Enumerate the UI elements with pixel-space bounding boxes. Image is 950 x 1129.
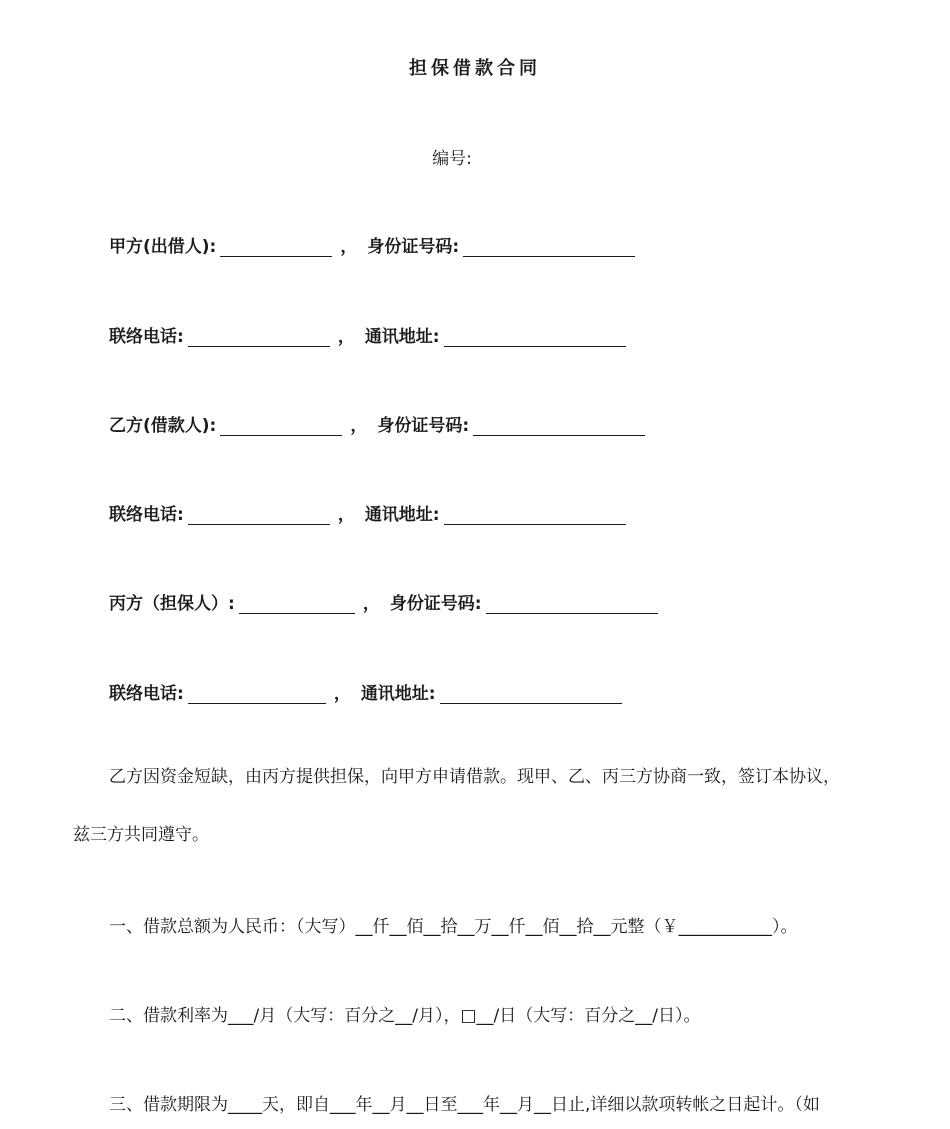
party-c-phone-label: 联络电话: (109, 684, 184, 704)
party-c-phone-comma: ， (333, 684, 351, 704)
party-c-address-label: 通讯地址: (360, 684, 436, 704)
party-c-label: 丙方（担保人）: (109, 594, 235, 614)
party-a-contact-row (109, 322, 630, 347)
party-c-row (109, 589, 662, 614)
party-c-name-blank[interactable] (239, 595, 355, 614)
intro-line-2: 兹三方共同遵守。 (73, 825, 209, 845)
party-b-id-blank[interactable] (473, 417, 645, 436)
intro-paragraph (73, 748, 893, 864)
party-a-phone-blank[interactable] (188, 328, 330, 347)
party-c-id-blank[interactable] (486, 595, 658, 614)
intro-line-1: 乙方因资金短缺，由丙方提供担保，向甲方申请借款。现甲、乙、丙三方协商一致，签订本协议， (109, 767, 840, 787)
party-b-row (109, 411, 649, 436)
party-a-phone-label: 联络电话: (109, 327, 184, 347)
party-b-contact-row (109, 500, 630, 525)
party-a-address-blank[interactable] (444, 328, 626, 347)
contract-number-label: 编号: (432, 149, 472, 169)
party-a-phone-comma: ， (337, 327, 355, 347)
party-c-id-label: 身份证号码: (389, 594, 482, 614)
party-b-phone-blank[interactable] (188, 506, 330, 525)
party-a-name-blank[interactable] (220, 238, 332, 257)
party-a-row (109, 232, 639, 257)
party-c-contact-row (109, 679, 626, 704)
party-b-name-blank[interactable] (220, 417, 342, 436)
party-a-label: 甲方(出借人): (109, 237, 217, 257)
clause-2-interest: 二、借款利率为___/月（大写：百分之__/月），□__/日（大写：百分之__/日）。 (109, 1006, 701, 1026)
party-c-comma: ， (362, 594, 380, 614)
clause-3-term: 三、借款期限为____天，即自___年__月__日至___年__月__日止,详细以款项转帐之日起计。（如 (109, 1095, 820, 1115)
party-b-phone-label: 联络电话: (109, 505, 184, 525)
party-b-address-label: 通讯地址: (364, 505, 440, 525)
party-b-id-label: 身份证号码: (377, 416, 470, 436)
party-c-address-blank[interactable] (440, 685, 622, 704)
party-a-id-label: 身份证号码: (367, 237, 460, 257)
party-a-comma: ， (340, 237, 358, 257)
party-b-comma: ， (350, 416, 368, 436)
party-a-address-label: 通讯地址: (364, 327, 440, 347)
document-title: 担保借款合同 (409, 58, 541, 79)
clause-1-amount: 一、借款总额为人民币：（大写）__仟__佰__拾__万__仟__佰__拾__元整（￥___________）。 (109, 917, 798, 937)
party-a-id-blank[interactable] (463, 238, 635, 257)
party-b-label: 乙方(借款人): (109, 416, 217, 436)
party-b-phone-comma: ， (337, 505, 355, 525)
party-c-phone-blank[interactable] (188, 685, 326, 704)
party-b-address-blank[interactable] (444, 506, 626, 525)
